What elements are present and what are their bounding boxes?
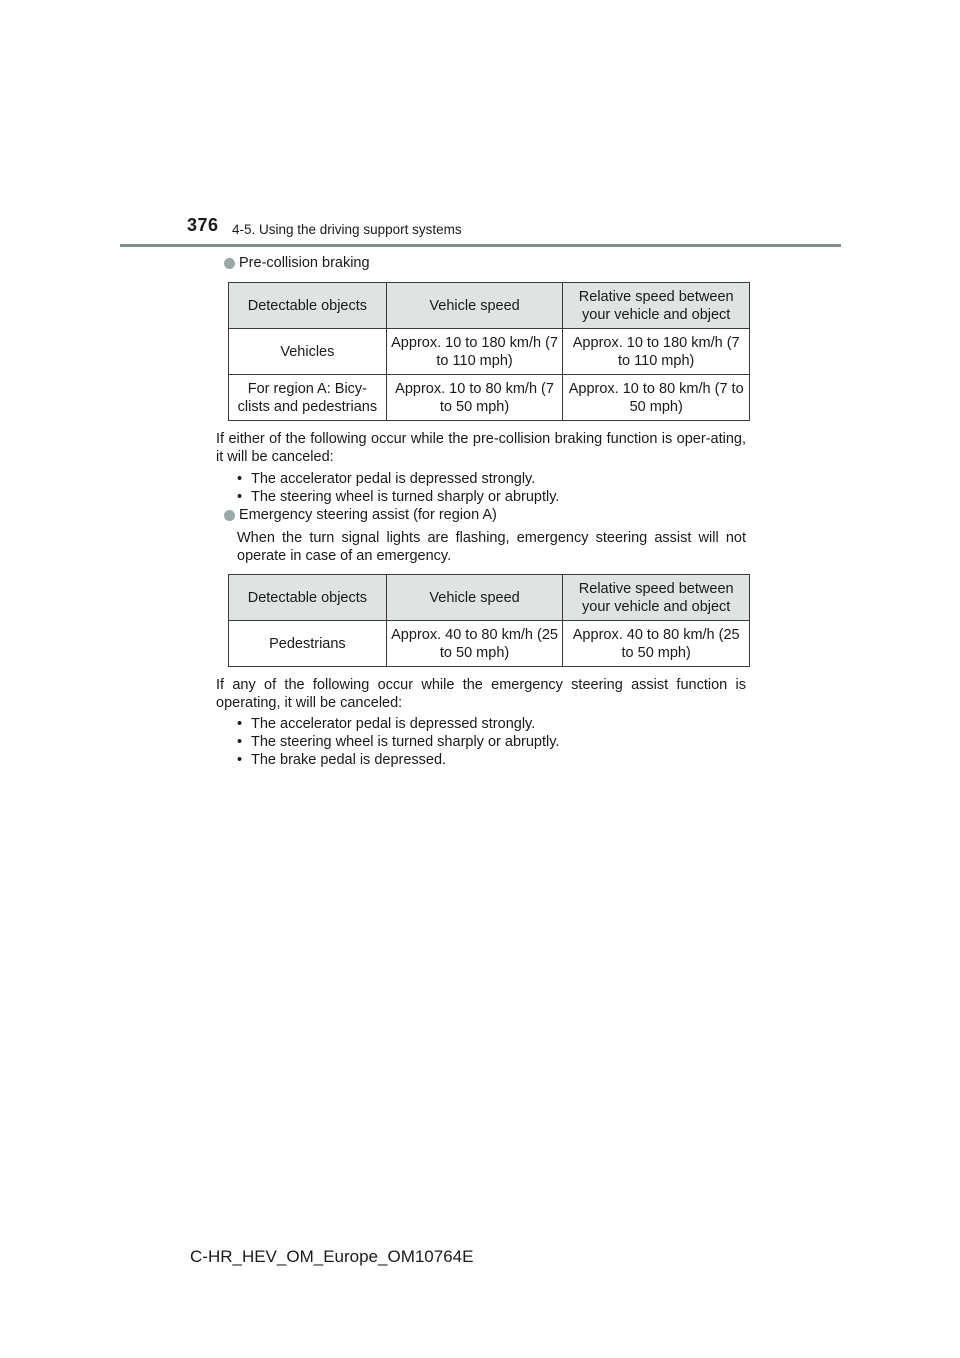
table-cell: Approx. 40 to 80 km/h (25 to 50 mph) — [386, 621, 563, 667]
bullet-circle-icon — [224, 258, 235, 269]
table-cell: Pedestrians — [229, 621, 387, 667]
table-cell: Approx. 10 to 80 km/h (7 to 50 mph) — [563, 375, 750, 421]
table-header-cell: Detectable objects — [229, 575, 387, 621]
page-number: 376 — [187, 215, 219, 235]
table-header-row — [229, 283, 750, 329]
table-header-cell: Vehicle speed — [386, 283, 563, 329]
section-title: 4-5. Using the driving support systems — [232, 222, 462, 237]
table-header-row — [229, 575, 750, 621]
table-row — [229, 375, 750, 421]
precollision-heading — [224, 255, 370, 271]
precollision-table — [228, 282, 750, 421]
steering-assist-heading-text: Emergency steering assist (for region A) — [239, 507, 497, 523]
steering-assist-table — [228, 574, 750, 667]
list-item: • The brake pedal is depressed. — [237, 752, 447, 768]
table-cell: Approx. 10 to 180 km/h (7 to 110 mph) — [563, 329, 750, 375]
table-cell: Approx. 10 to 180 km/h (7 to 110 mph) — [386, 329, 563, 375]
list-item: • The steering wheel is turned sharply or abruptly. — [237, 734, 560, 750]
bullet-circle-icon — [224, 510, 235, 521]
table-cell: Approx. 40 to 80 km/h (25 to 50 mph) — [563, 621, 750, 667]
table-header-cell: Vehicle speed — [386, 575, 563, 621]
header-divider — [120, 244, 841, 247]
table-cell: Approx. 10 to 80 km/h (7 to 50 mph) — [386, 375, 563, 421]
steering-assist-note: When the turn signal lights are flashing, emergency steering assist will not operate in case of an emergency. — [237, 530, 746, 564]
table-row — [229, 621, 750, 667]
list-item: • The accelerator pedal is depressed strongly. — [237, 471, 536, 487]
list-item: • The accelerator pedal is depressed strongly. — [237, 716, 536, 732]
document-id: C-HR_HEV_OM_Europe_OM10764E — [190, 1247, 474, 1266]
table-row — [229, 329, 750, 375]
table-header-cell: Detectable objects — [229, 283, 387, 329]
precollision-heading-text: Pre-collision braking — [239, 255, 370, 271]
precollision-cancel-intro: If either of the following occur while the pre-collision braking function is oper-ating, it will be canceled: — [216, 431, 746, 465]
table-cell: Vehicles — [229, 329, 387, 375]
steering-assist-cancel-intro: If any of the following occur while the emergency steering assist function is operating, it will be canceled: — [216, 677, 746, 711]
table-header-cell: Relative speed between your vehicle and object — [563, 575, 750, 621]
steering-assist-heading — [224, 507, 497, 523]
list-item: • The steering wheel is turned sharply or abruptly. — [237, 489, 560, 505]
table-header-cell: Relative speed between your vehicle and object — [563, 283, 750, 329]
table-cell: For region A: Bicy-clists and pedestrians — [229, 375, 387, 421]
